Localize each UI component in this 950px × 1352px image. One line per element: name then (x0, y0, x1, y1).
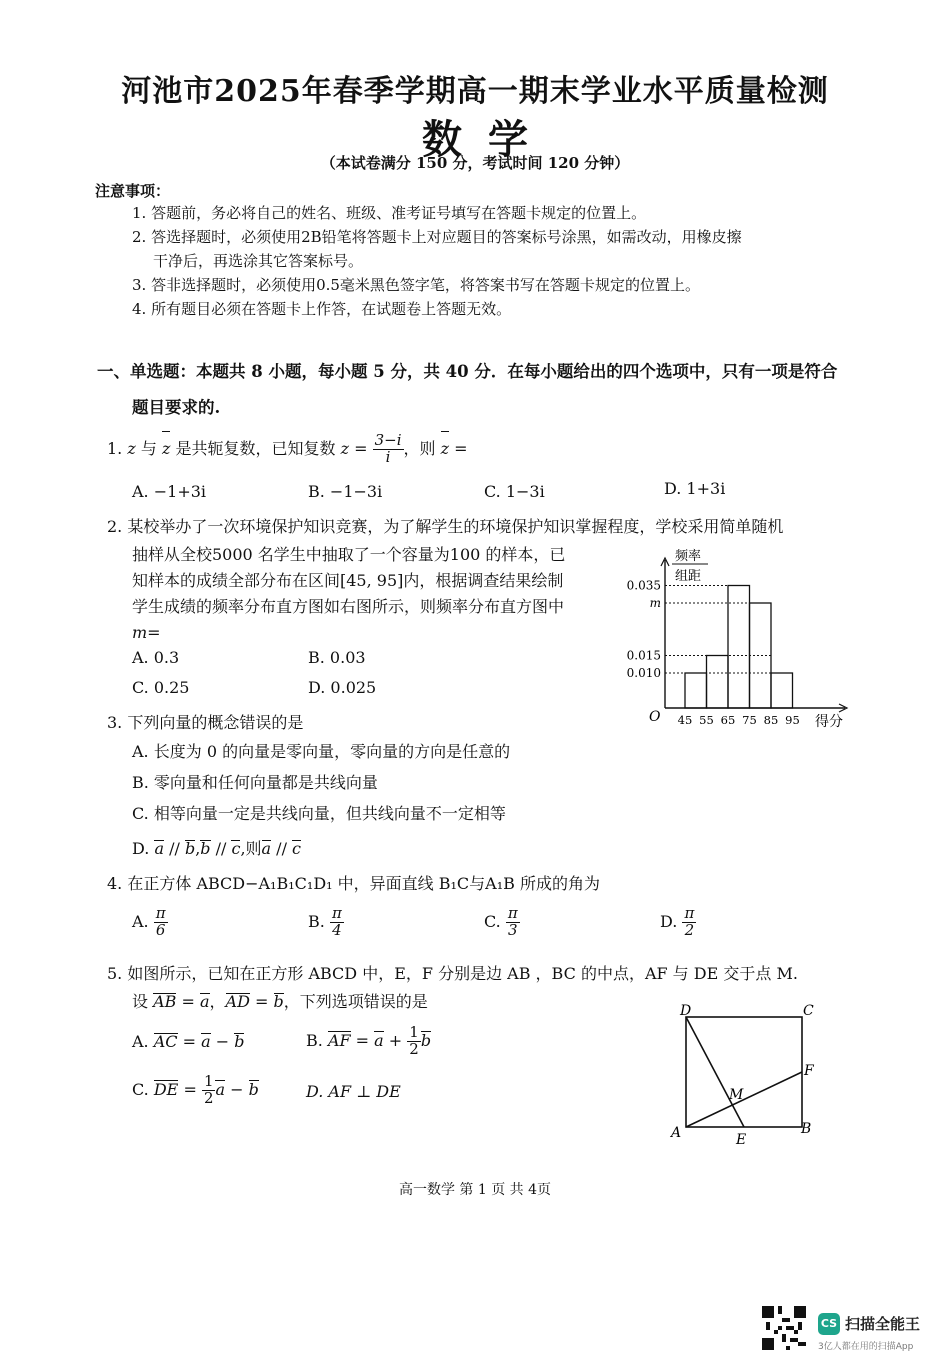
q1-z: z (340, 439, 350, 458)
q3-d-label: D. (132, 839, 155, 858)
section-heading: 一、单选题：本题共 8 小题，每小题 5 分，共 40 分．在每小题给出的四个选项中，只有一项是符合 (97, 362, 838, 381)
chart-y-tick-label: m (649, 596, 661, 610)
camscanner-name: 扫描全能王 (845, 1315, 921, 1333)
q5-text: = (176, 992, 200, 1011)
q4-option-label: B. (308, 911, 325, 931)
q5-text: = (177, 1032, 202, 1051)
subject-title: 数学 (422, 116, 554, 163)
chart-x-tick-label: 55 (699, 713, 714, 727)
q4-fraction (154, 906, 168, 939)
fraction-numerator: π (507, 904, 518, 922)
q3-option-a: A. 长度为 0 的向量是零向量，零向量的方向是任意的 (132, 742, 511, 761)
vector-ac: AC (153, 1032, 178, 1051)
question-2-line-5: m= (132, 623, 161, 642)
fraction-numerator: 1 (203, 1072, 214, 1090)
q5-text: − (210, 1032, 235, 1051)
vector-b: b (184, 839, 196, 858)
q4-fraction (330, 906, 344, 939)
q5-fraction (202, 1074, 216, 1107)
notes-heading: 注意事项： (95, 182, 171, 200)
vector-a: a (215, 1079, 226, 1099)
q4-fraction (506, 906, 520, 939)
vector-b: b (273, 992, 284, 1011)
q1-z: z (127, 439, 136, 458)
q5-option-a (132, 1032, 244, 1051)
histogram-bar (771, 673, 793, 708)
q5-option-label: B. (306, 1030, 328, 1050)
vector-a: a (374, 1030, 384, 1050)
q5-text: = (350, 1030, 375, 1050)
question-2-line-3: 知样本的成绩全部分布在区间[45, 95]内，根据调查结果绘制 (132, 571, 564, 590)
q5-option-label: A. (132, 1032, 154, 1051)
q1-text: 是共轭复数，已知复数 (170, 439, 341, 458)
fraction-denominator: 2 (203, 1088, 214, 1107)
vector-af: AF (327, 1030, 351, 1050)
chart-x-tick-label: 85 (763, 713, 779, 727)
vector-b: b (420, 1030, 432, 1050)
fraction-numerator: 1 (409, 1023, 419, 1041)
histogram-bar (728, 586, 750, 709)
segment-af (686, 1072, 802, 1127)
question-1-stem (107, 430, 468, 468)
point-f-label: F (804, 1063, 814, 1079)
q3-option-c: C. 相等向量一定是共线向量，但共线向量不一定相等 (132, 804, 506, 823)
q5-option-d: D. AF ⊥ DE (306, 1082, 401, 1101)
question-4-stem: 4. 在正方体 ABCD−A₁B₁C₁D₁ 中，异面直线 B₁C与A₁B 所成的角为 (107, 874, 600, 893)
q1-number: 1. (107, 439, 123, 458)
chart-y-tick-label: 0.035 (626, 578, 661, 593)
exam-title: 河池市2025年春季学期高一期末学业水平质量检测 (121, 74, 829, 109)
vector-de: DE (153, 1079, 179, 1099)
exam-meta: （本试卷满分 150 分，考试时间 120 分钟） (320, 154, 630, 172)
q1-option-b: B. −1−3i (308, 482, 383, 501)
chart-y-tick-label: 0.010 (626, 666, 661, 680)
histogram-bar (685, 673, 707, 708)
vector-b: b (234, 1032, 245, 1051)
question-2-line-2: 抽样从全校5000 名学生中抽取了一个容量为100 的样本，已 (132, 545, 566, 564)
question-5-line-2 (132, 989, 428, 1012)
question-5-line-1: 5. 如图所示，已知在正方形 ABCD 中，E，F 分别是边 AB ，BC 的中点，AF 与 DE 交于点 M. (107, 964, 798, 983)
q3-option-b: B. 零向量和任何向量都是共线向量 (132, 773, 378, 792)
q3-d-text: ,则 (240, 839, 262, 858)
q1-option-d: D. 1+3i (664, 479, 726, 498)
q1-zbar: z (162, 430, 170, 468)
q1-text: 与 (135, 439, 162, 458)
chart-x-tick-label: 45 (677, 713, 693, 727)
q3-d-text: // (271, 839, 293, 858)
fraction-denominator: 6 (155, 920, 166, 939)
q2-option-d: D. 0.025 (308, 678, 377, 697)
q1-text: = (449, 439, 468, 458)
chart-y-tick-label: 0.015 (626, 648, 661, 663)
q3-d-text: // (210, 839, 232, 858)
histogram-bar (707, 656, 729, 709)
q5-option-b (306, 1025, 431, 1058)
question-2-line-4: 学生成绩的频率分布直方图如右图所示，则频率分布直方图中 (132, 597, 565, 616)
fraction-denominator: 2 (409, 1039, 419, 1058)
q1-denominator: i (385, 448, 391, 466)
q5-text: = (249, 992, 274, 1011)
chart-x-tick-label: 75 (742, 713, 757, 727)
q4-option-d (660, 906, 696, 939)
q4-option-label: A. (132, 911, 149, 931)
point-e-label: E (736, 1132, 747, 1148)
q4-option-b (308, 906, 344, 939)
section-heading-cont: 题目要求的. (132, 398, 221, 417)
q1-numerator: 3−i (374, 431, 402, 450)
q1-fraction (373, 433, 404, 466)
q5-option-c (132, 1074, 259, 1107)
point-d-label: D (680, 1003, 692, 1019)
q2-option-a: A. 0.3 (132, 648, 180, 667)
q5-text: ，下列选项错误的是 (283, 992, 428, 1011)
q1-option-a: A. −1+3i (132, 482, 207, 501)
note-2: 2. 答选择题时，必须使用2B铅笔将答题卡上对应题目的答案标号涂黑，如需改动，用橡皮擦 (132, 228, 742, 246)
q5-fraction (407, 1025, 421, 1058)
q4-fraction (682, 906, 696, 939)
q5-text: = (178, 1079, 202, 1099)
chart-origin: O (649, 709, 661, 725)
point-a-label: A (671, 1125, 682, 1141)
point-c-label: C (803, 1003, 814, 1019)
frequency-histogram (620, 540, 860, 735)
q5-text: + (383, 1030, 408, 1050)
q1-text: = (349, 439, 373, 458)
q2-option-c: C. 0.25 (132, 678, 190, 697)
q4-option-a (132, 906, 168, 939)
q1-option-c: C. 1−3i (484, 482, 545, 501)
qr-code-icon (762, 1306, 806, 1350)
q5-text: − (225, 1079, 249, 1099)
q3-d-text: // (163, 839, 185, 858)
camscanner-logo-icon: CS (818, 1313, 840, 1335)
chart-x-tick-label: 95 (785, 713, 800, 727)
note-2-cont: 干净后，再选涂其它答案标号。 (153, 252, 364, 270)
vector-ad: AD (225, 992, 250, 1011)
note-1: 1. 答题前，务必将自己的姓名、班级、准考证号填写在答题卡规定的位置上。 (132, 204, 647, 222)
vector-b: b (248, 1079, 259, 1099)
fraction-numerator: π (684, 904, 695, 922)
fraction-numerator: π (155, 904, 166, 922)
chart-ylabel-bottom: 组距 (675, 569, 702, 584)
fraction-denominator: 3 (508, 920, 518, 939)
q1-zbar: z (441, 430, 449, 468)
note-4: 4. 所有题目必须在答题卡上作答，在试题卷上答题无效。 (132, 300, 512, 318)
vector-c: c (292, 839, 302, 858)
q4-option-c (484, 906, 520, 939)
q2-option-b: B. 0.03 (308, 648, 366, 667)
q5-text: ， (209, 992, 226, 1011)
chart-ylabel-top: 频率 (675, 549, 702, 564)
histogram-bar (750, 603, 772, 708)
q4-option-label: C. (484, 911, 501, 931)
camscanner-tagline: 3亿人都在用的扫描App (818, 1342, 914, 1352)
point-m-label: M (729, 1087, 744, 1103)
q3-d-text: , (195, 839, 201, 858)
chart-x-tick-label: 65 (720, 713, 736, 727)
vector-a: a (199, 992, 210, 1011)
fraction-denominator: 4 (332, 920, 342, 939)
question-3-stem: 3. 下列向量的概念错误的是 (107, 713, 304, 732)
q3-option-d (132, 836, 301, 859)
fraction-denominator: 2 (684, 920, 695, 939)
square-abcd (686, 1017, 802, 1127)
fraction-numerator: π (331, 904, 342, 922)
page-footer: 高一数学 第 1 页 共 4页 (398, 1182, 552, 1198)
vector-ab: AB (153, 992, 177, 1011)
vector-c: c (231, 839, 241, 858)
vector-a: a (154, 839, 164, 858)
q1-text: ，则 (403, 439, 441, 458)
q5-option-label: C. (132, 1079, 154, 1099)
square-diagram (665, 995, 825, 1150)
q5-text: 设 (132, 992, 154, 1011)
chart-xlabel: 得分 (815, 714, 843, 730)
vector-a: a (261, 839, 272, 858)
segment-de (686, 1017, 744, 1127)
vector-a: a (201, 1032, 211, 1051)
question-2-line-1: 2. 某校举办了一次环境保护知识竞赛，为了解学生的环境保护知识掌握程度，学校采用简单随机 (107, 517, 784, 536)
vector-b: b (200, 839, 211, 858)
note-3: 3. 答非选择题时，必须使用0.5毫米黑色签字笔，将答案书写在答题卡规定的位置上。 (132, 276, 700, 294)
q4-option-label: D. (660, 911, 678, 931)
point-b-label: B (801, 1121, 812, 1137)
